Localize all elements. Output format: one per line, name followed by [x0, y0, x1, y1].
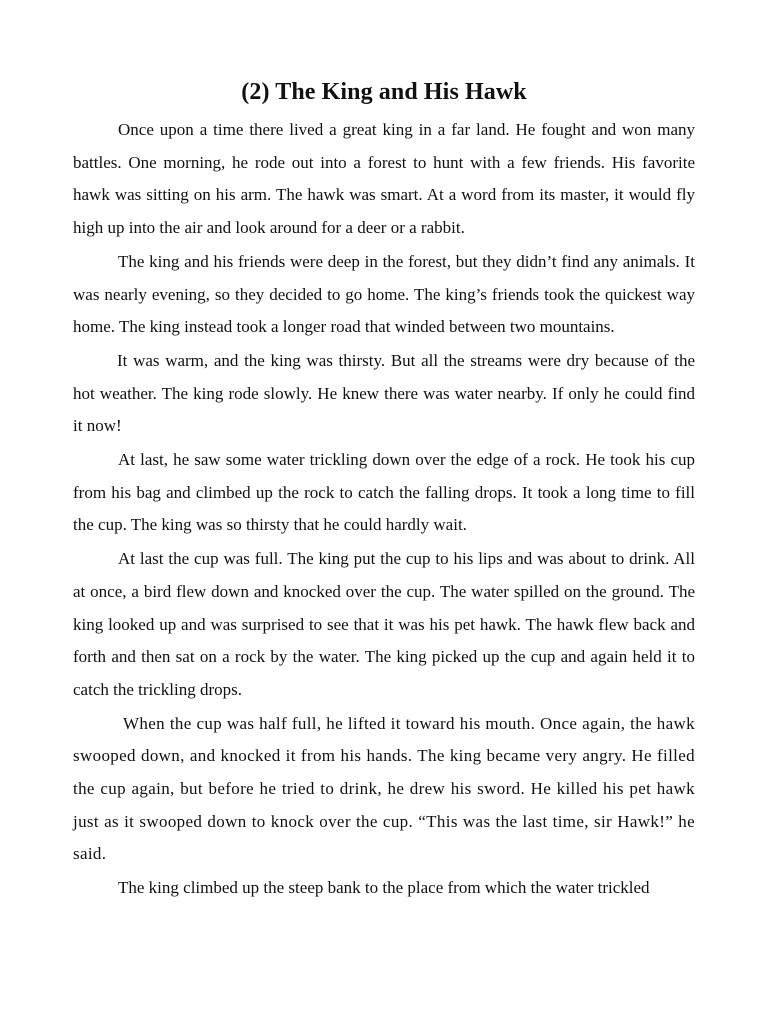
paragraph-1: Once upon a time there lived a great king in a far land. He fought and won many battles. One morning, he rode out into a forest to hunt with a few friends. His favorite hawk was sitting on his arm. The hawk was smart. At a word from its master, it would fly high up into the air and look around for a deer or a rabbit. [73, 120, 695, 238]
paragraph-2: The king and his friends were deep in the forest, but they didn’t find any animals. It was nearly evening, so they decided to go home. The king’s friends took the quickest way home. The king instead took a longer road that winded between two mountains. [73, 251, 695, 337]
paragraph-4: At last, he saw some water trickling down over the edge of a rock. He took his cup from his bag and climbed up the rock to catch the falling drops. It took a long time to fill the cup. The king was so thirsty that he could hardly wait. [73, 450, 695, 535]
document-page [73, 76, 695, 906]
paragraph-7: The king climbed up the steep bank to the place from which the water trickled [118, 878, 650, 898]
paragraph-6: When the cup was half full, he lifted it toward his mouth. Once again, the hawk swooped down, and knocked it from his hands. The king became very angry. He filled the cup again, but before he tried to drink, he drew his sword. He killed his pet hawk just as it swooped down to knock over the cup. “This was the last time, sir Hawk!” he said. [73, 713, 695, 864]
paragraph-3: It was warm, and the king was thirsty. But all the streams were dry because of the hot weather. The king rode slowly. He knew there was water nearby. If only he could find it now! [73, 350, 695, 436]
document-title: (2) The King and His Hawk [241, 79, 527, 105]
paragraph-5: At last the cup was full. The king put the cup to his lips and was about to drink. All at once, a bird flew down and knocked over the cup. The water spilled on the ground. The king looked up and was surprised to see that it was his pet hawk. The hawk flew back and forth and then sat on a rock by the water. The king picked up the cup and again held it to catch the trickling drops. [73, 549, 695, 699]
